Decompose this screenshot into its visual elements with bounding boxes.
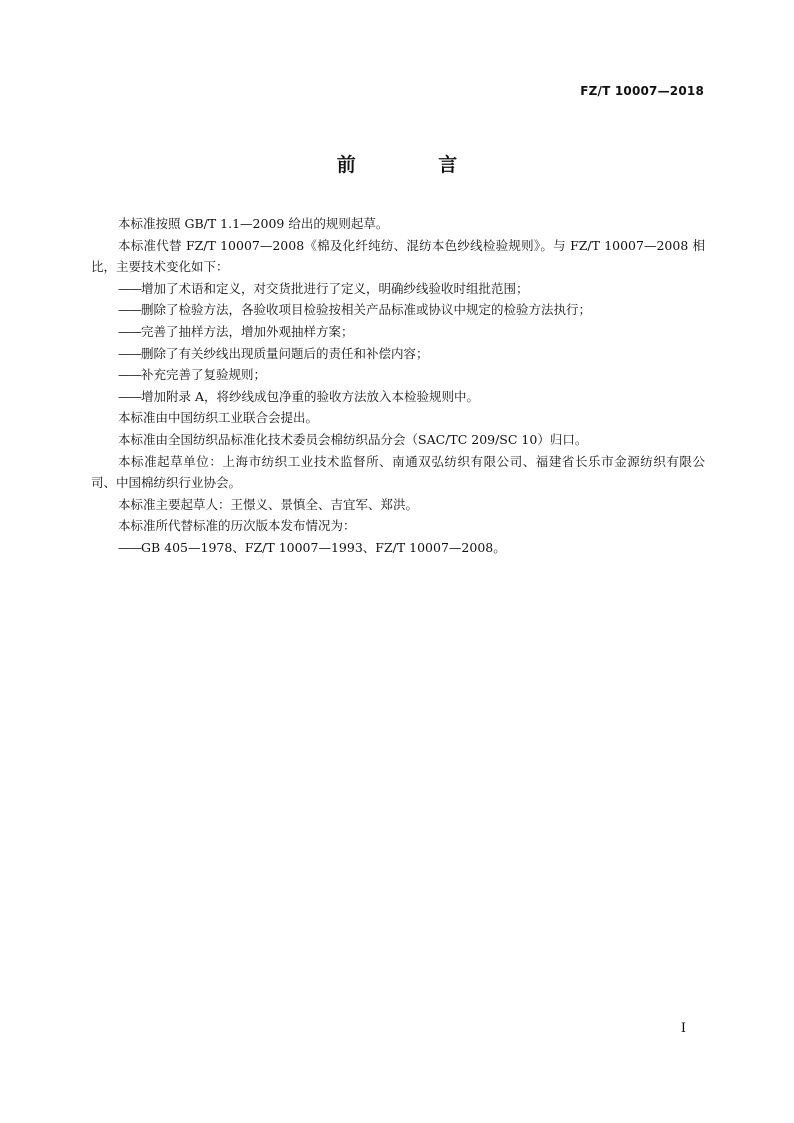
dash-marker: —— xyxy=(118,323,141,339)
paragraph-history-intro: 本标准所代替标准的历次版本发布情况为： xyxy=(118,518,356,534)
dash-marker: —— xyxy=(118,345,141,361)
change-item-text: 补充完善了复验规则； xyxy=(141,367,267,383)
paragraph-drafting-rules: 本标准按照 GB/T 1.1—2009 给出的规则起草。 xyxy=(118,216,389,231)
history-item-text: GB 405—1978、FZ/T 10007—1993、FZ/T 10007—2008。 xyxy=(141,539,506,555)
change-item-text: 删除了有关纱线出现质量问题后的责任和补偿内容； xyxy=(141,345,429,361)
paragraph-drafting-units: 本标准起草单位：上海市纺织工业技术监督所、南通双弘纺织有限公司、福建省长乐市金源纺织有限公司、中国棉纺织行业协会。 xyxy=(91,453,705,491)
preface-body xyxy=(91,213,705,559)
dash-marker: —— xyxy=(118,539,141,555)
change-item-liability xyxy=(91,343,705,365)
change-item-reinspection xyxy=(91,364,705,386)
change-item-text: 增加附录 A，将纱线成包净重的验收方法放入本检验规则中。 xyxy=(141,388,480,404)
change-item-text: 增加了术语和定义，对交货批进行了定义，明确纱线验收时组批范围； xyxy=(141,280,529,296)
change-item-annex-a xyxy=(91,386,705,408)
dash-marker: —— xyxy=(118,367,141,383)
change-item-terms xyxy=(91,278,705,300)
change-item-test-methods xyxy=(91,299,705,321)
change-item-text: 删除了检验方法，各验收项目检验按相关产品标准或协议中规定的检验方法执行； xyxy=(141,302,592,318)
dash-marker: —— xyxy=(118,280,141,296)
paragraph-proposer: 本标准由中国纺织工业联合会提出。 xyxy=(118,410,319,426)
change-item-sampling xyxy=(91,321,705,343)
history-item xyxy=(91,537,705,559)
change-item-text: 完善了抽样方法，增加外观抽样方案； xyxy=(141,323,354,339)
standard-code: FZ/T 10007—2018 xyxy=(580,84,704,98)
dash-marker: —— xyxy=(118,388,141,404)
paragraph-drafters: 本标准主要起草人：王憬义、景慎全、吉宜军、郑洪。 xyxy=(118,496,419,512)
paragraph-replaces: 本标准代替 FZ/T 10007—2008《棉及化纤纯纺、混纺本色纱线检验规则》。与 FZ/T 10007—2008 相比，主要技术变化如下： xyxy=(91,237,705,275)
page-number: I xyxy=(680,1021,686,1036)
page-title: 前 言 xyxy=(336,154,496,176)
paragraph-committee: 本标准由全国纺织品标准化技术委员会棉纺织品分会（SAC/TC 209/SC 10）归口。 xyxy=(118,431,588,447)
dash-marker: —— xyxy=(118,302,141,318)
